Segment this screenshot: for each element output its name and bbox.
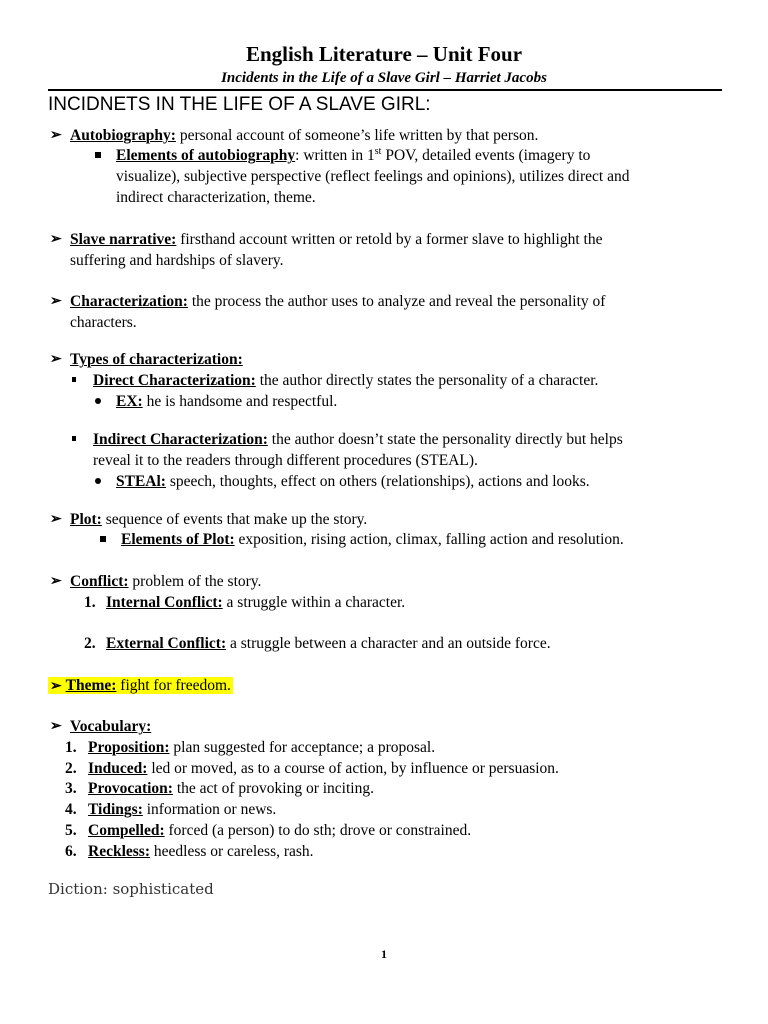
indirect-characterization-line-2: reveal it to the readers through different procedures (STEAL). xyxy=(93,452,478,469)
vocabulary-item xyxy=(88,778,374,799)
internal-conflict-def: a struggle within a character. xyxy=(222,594,406,611)
autobiography-elements-line xyxy=(116,145,590,166)
example-text: he is handsome and respectful. xyxy=(142,393,338,410)
square-bullet-icon xyxy=(95,152,101,158)
vocabulary-term: Vocabulary: xyxy=(70,718,152,735)
internal-conflict-term: Internal Conflict: xyxy=(106,594,223,611)
conflict-line xyxy=(70,571,261,592)
indirect-characterization-line xyxy=(93,429,623,450)
plot-elements-term: Elements of Plot: xyxy=(121,531,235,548)
indirect-characterization-def: the author doesn’t state the personality directly but helps xyxy=(267,431,623,448)
vocabulary-word: Tidings: xyxy=(88,801,143,818)
internal-conflict-line xyxy=(106,592,405,613)
characterization-def: the process the author uses to analyze and reveal the personality of xyxy=(187,293,606,310)
arrow-bullet-icon: ➢ xyxy=(50,512,62,527)
header-rule xyxy=(48,89,722,91)
conflict-term: Conflict: xyxy=(70,573,129,590)
types-term: Types of characterization: xyxy=(70,351,243,368)
vocabulary-item xyxy=(88,820,471,841)
vocabulary-word: Compelled: xyxy=(88,822,165,839)
vocabulary-definition: heedless or careless, rash. xyxy=(150,843,314,860)
vocabulary-item xyxy=(88,758,559,779)
plot-line xyxy=(70,509,367,530)
vocabulary-definition: plan suggested for acceptance; a proposal. xyxy=(169,739,436,756)
vocabulary-definition: led or moved, as to a course of action, by influence or persuasion. xyxy=(147,760,559,777)
list-number: 2. xyxy=(65,760,77,777)
conflict-def: problem of the story. xyxy=(128,573,262,590)
colon: : xyxy=(295,147,300,164)
section-heading: INCIDNETS IN THE LIFE OF A SLAVE GIRL: xyxy=(48,94,431,115)
plot-term: Plot: xyxy=(70,511,102,528)
direct-example-line xyxy=(116,391,337,412)
theme-line xyxy=(48,675,233,697)
types-line xyxy=(70,349,243,370)
vocabulary-word: Induced: xyxy=(88,760,148,777)
vocabulary-definition: the act of provoking or inciting. xyxy=(172,780,374,797)
vocabulary-word: Provocation: xyxy=(88,780,173,797)
list-number: 2. xyxy=(84,635,96,652)
indirect-characterization-term: Indirect Characterization: xyxy=(93,431,268,448)
dot-bullet-icon xyxy=(95,478,101,484)
list-number: 6. xyxy=(65,843,77,860)
steal-line xyxy=(116,471,590,492)
arrow-bullet-icon: ➢ xyxy=(50,679,62,694)
list-number: 1. xyxy=(84,594,96,611)
theme-highlight xyxy=(48,677,233,694)
plot-elements-def: exposition, rising action, climax, falling action and resolution. xyxy=(234,531,624,548)
vocabulary-item xyxy=(88,799,276,820)
arrow-bullet-icon: ➢ xyxy=(50,352,62,367)
elements-def-part1: written in 1 xyxy=(299,147,375,164)
page-number: 1 xyxy=(381,947,387,961)
autobiography-elements-term: Elements of autobiography xyxy=(116,147,296,164)
slave-narrative-line xyxy=(70,229,602,250)
vocabulary-definition: information or news. xyxy=(142,801,277,818)
characterization-line xyxy=(70,291,605,312)
list-number: 3. xyxy=(65,780,77,797)
direct-characterization-term: Direct Characterization: xyxy=(93,372,256,389)
steal-def: speech, thoughts, effect on others (relationships), actions and looks. xyxy=(165,473,590,490)
slave-narrative-term: Slave narrative: xyxy=(70,231,177,248)
superscript: st xyxy=(374,145,382,157)
elements-def-part2: POV, detailed events (imagery to xyxy=(381,147,591,164)
arrow-bullet-icon: ➢ xyxy=(50,128,62,143)
characterization-line-2: characters. xyxy=(70,314,137,331)
page-subtitle: Incidents in the Life of a Slave Girl – Harriet Jacobs xyxy=(221,70,547,86)
slave-narrative-line-2: suffering and hardships of slavery. xyxy=(70,252,284,269)
list-number: 4. xyxy=(65,801,77,818)
vocabulary-item xyxy=(88,841,314,862)
external-conflict-line xyxy=(106,633,551,654)
vocabulary-word: Reckless: xyxy=(88,843,150,860)
autobiography-elements-line-2: visualize), subjective perspective (reflect feelings and opinions), utilizes direct and xyxy=(116,168,630,185)
arrow-bullet-icon: ➢ xyxy=(50,574,62,589)
vocabulary-item xyxy=(88,737,435,758)
vocabulary-line xyxy=(70,716,151,737)
characterization-term: Characterization: xyxy=(70,293,188,310)
autobiography-term: Autobiography: xyxy=(70,127,176,144)
external-conflict-def: a struggle between a character and an outside force. xyxy=(226,635,551,652)
square-bullet-icon xyxy=(100,536,106,542)
theme-def: fight for freedom. xyxy=(116,677,231,694)
autobiography-line xyxy=(70,125,538,146)
plot-def: sequence of events that make up the story. xyxy=(101,511,368,528)
steal-term: STEAl: xyxy=(116,473,166,490)
square-bullet-icon xyxy=(72,377,76,382)
direct-characterization-line xyxy=(93,370,598,391)
example-term: EX: xyxy=(116,393,143,410)
autobiography-elements-line-3: indirect characterization, theme. xyxy=(116,189,316,206)
diction-note: Diction: sophisticated xyxy=(48,880,214,898)
plot-elements-line xyxy=(121,529,624,550)
list-number: 5. xyxy=(65,822,77,839)
arrow-bullet-icon: ➢ xyxy=(50,719,62,734)
arrow-bullet-icon: ➢ xyxy=(50,232,62,247)
page-title: English Literature – Unit Four xyxy=(245,42,523,66)
autobiography-def: personal account of someone’s life written by that person. xyxy=(175,127,539,144)
dot-bullet-icon xyxy=(95,398,101,404)
direct-characterization-def: the author directly states the personality of a character. xyxy=(255,372,599,389)
external-conflict-term: External Conflict: xyxy=(106,635,227,652)
square-bullet-icon xyxy=(72,436,76,441)
vocabulary-word: Proposition: xyxy=(88,739,170,756)
arrow-bullet-icon: ➢ xyxy=(50,294,62,309)
vocabulary-definition: forced (a person) to do sth; drove or constrained. xyxy=(164,822,472,839)
theme-term: Theme: xyxy=(65,677,117,694)
slave-narrative-def: firsthand account written or retold by a former slave to highlight the xyxy=(176,231,603,248)
list-number: 1. xyxy=(65,739,77,756)
